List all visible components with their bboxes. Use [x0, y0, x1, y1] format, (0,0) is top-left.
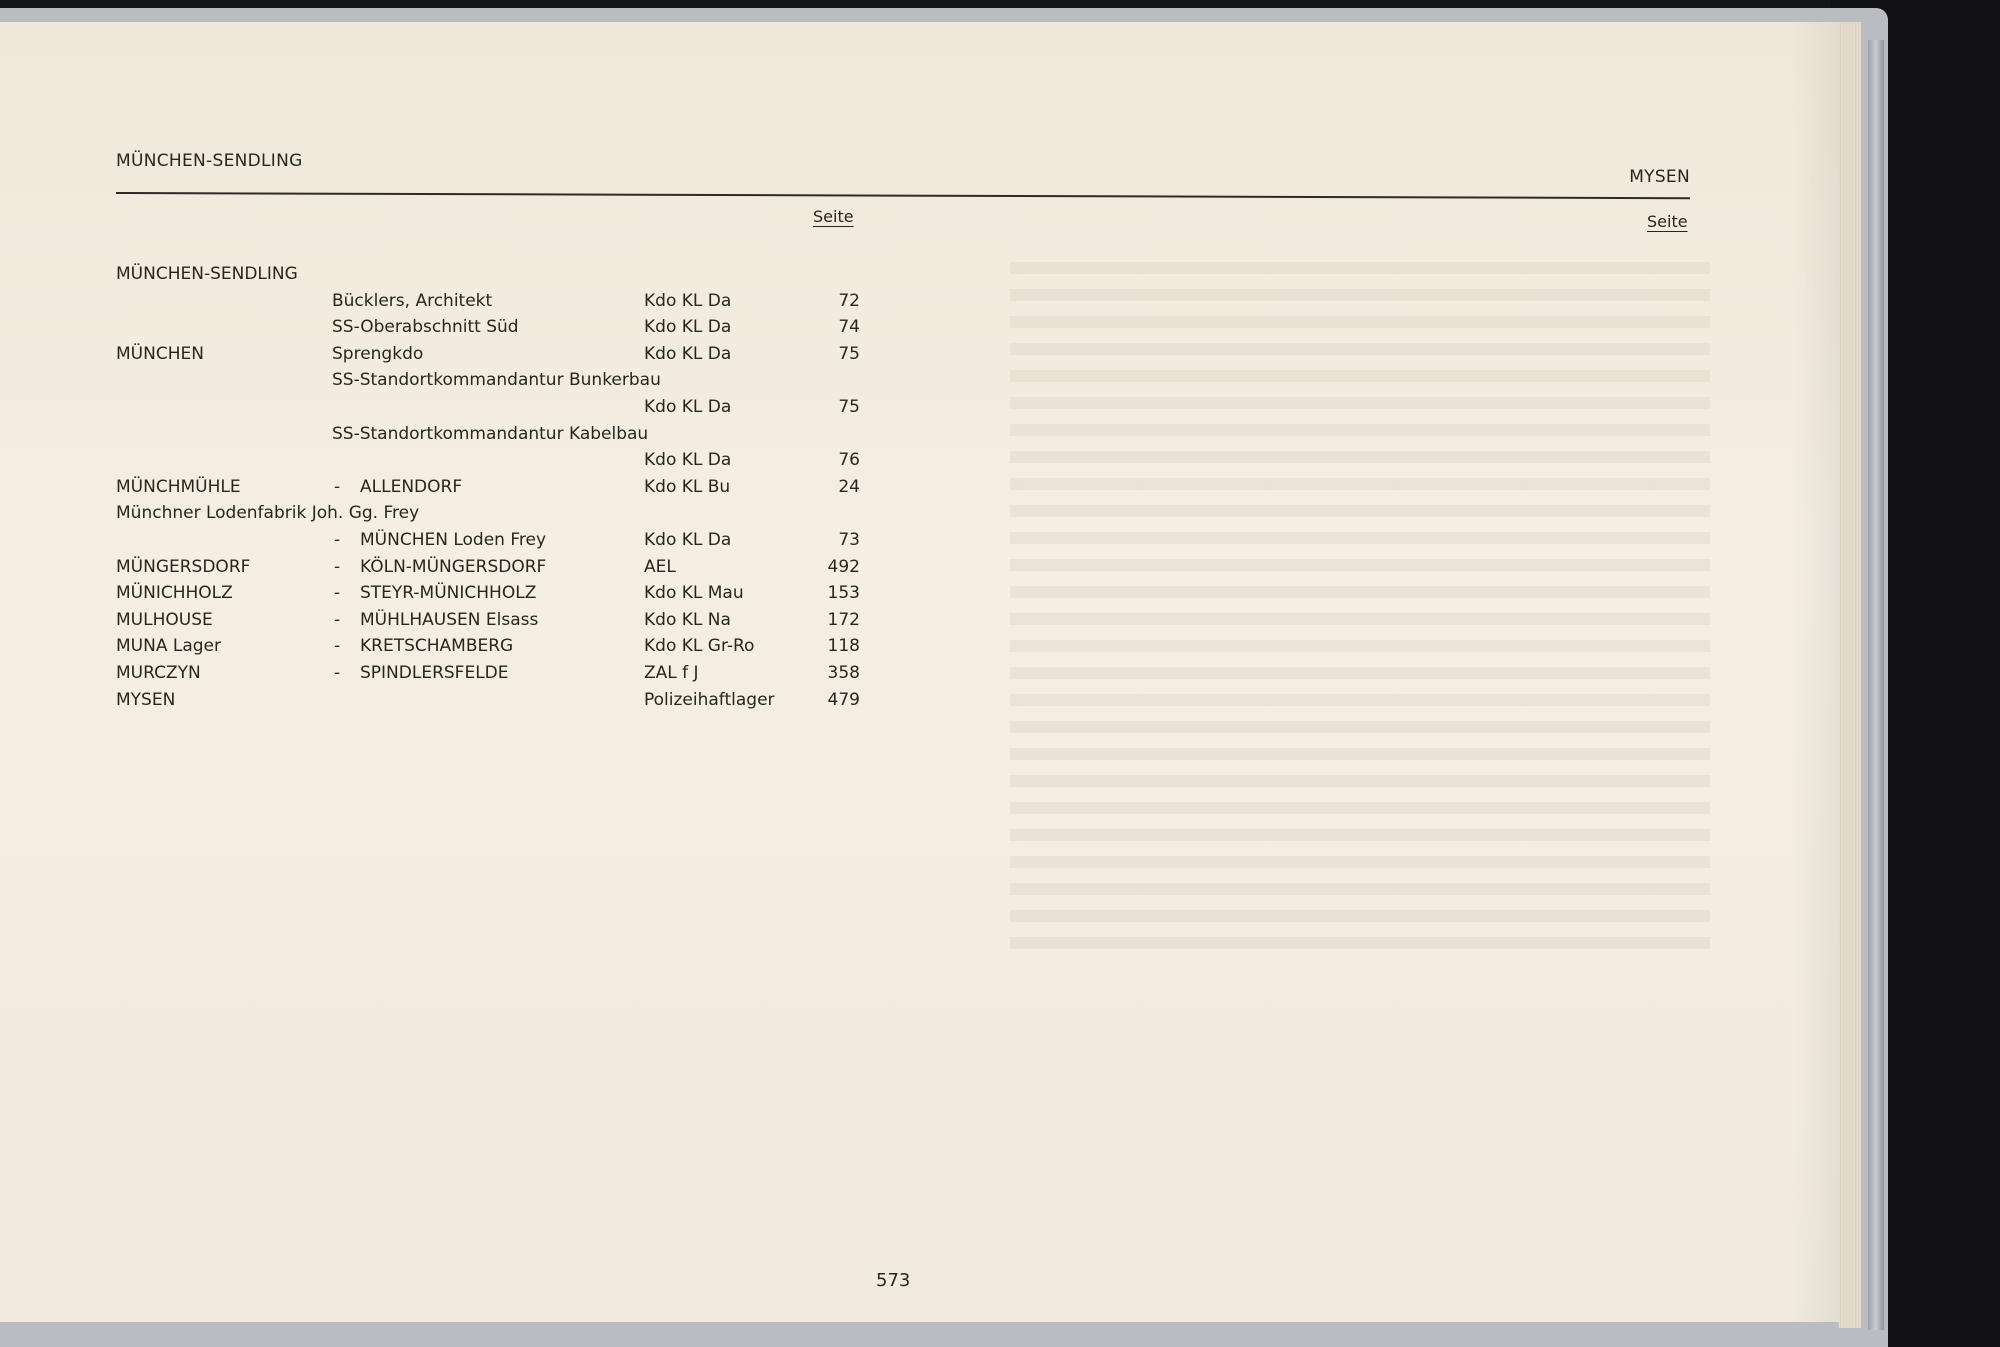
- entry-place: MÜNCHMÜHLE: [116, 477, 241, 497]
- index-entry-row: [0, 397, 900, 423]
- entry-page-number: 73: [838, 530, 860, 550]
- entry-page-number: 492: [827, 557, 860, 577]
- entry-page-number: 74: [838, 317, 860, 337]
- entry-place: MÜNCHEN: [116, 344, 204, 364]
- entry-dash: -: [334, 610, 341, 630]
- entry-target: KRETSCHAMBERG: [360, 636, 514, 656]
- entry-page-number: 153: [827, 583, 860, 603]
- running-header-left: MÜNCHEN-SENDLING: [116, 151, 303, 171]
- entry-page-number: 479: [827, 690, 860, 710]
- seite-column-header-left: Seite: [813, 207, 854, 226]
- entry-unit: Kdo KL Bu: [644, 477, 731, 497]
- entry-place: MURCZYN: [116, 663, 201, 683]
- entry-unit: Kdo KL Da: [644, 530, 732, 550]
- entry-target: MÜHLHAUSEN Elsass: [360, 610, 539, 630]
- entry-unit: Kdo KL Da: [644, 397, 732, 417]
- entry-place: MULHOUSE: [116, 610, 213, 630]
- entry-page-number: 75: [838, 397, 860, 417]
- index-entry-row: [0, 317, 900, 343]
- entry-dash: -: [334, 557, 341, 577]
- entry-place: MÜNICHHOLZ: [116, 583, 233, 603]
- entry-target: Bücklers, Architekt: [332, 291, 493, 311]
- entry-dash: -: [334, 583, 341, 603]
- index-entry-row: [0, 291, 900, 317]
- entry-unit: Kdo KL Gr-Ro: [644, 636, 755, 656]
- entry-place: Münchner Lodenfabrik Joh. Gg. Frey: [116, 503, 420, 523]
- page-edge-shadow: [1790, 22, 1840, 1322]
- entry-unit: Kdo KL Da: [644, 291, 732, 311]
- entry-unit: AEL: [644, 557, 676, 577]
- page-stack-edge: [1838, 22, 1861, 1328]
- entry-unit: Polizeihaftlager: [644, 690, 775, 710]
- entry-place: MUNA Lager: [116, 636, 221, 656]
- entry-target: KÖLN-MÜNGERSDORF: [360, 557, 547, 577]
- entry-page-number: 72: [838, 291, 860, 311]
- entry-target: SS-Standortkommandantur Bunkerbau: [332, 370, 661, 390]
- entry-target: STEYR-MÜNICHHOLZ: [360, 583, 537, 603]
- index-entry-row: [0, 636, 900, 662]
- entry-page-number: 358: [827, 663, 860, 683]
- entry-place: MÜNGERSDORF: [116, 557, 251, 577]
- entry-target: SS-Standortkommandantur Kabelbau: [332, 424, 649, 444]
- index-entry-row: [0, 477, 900, 503]
- index-entry-row: [0, 583, 900, 609]
- entry-dash: -: [334, 636, 341, 656]
- entry-dash: -: [334, 477, 341, 497]
- index-entry-row: [0, 424, 900, 450]
- index-entries: [0, 22, 1840, 1322]
- entry-unit: Kdo KL Da: [644, 317, 732, 337]
- entry-page-number: 118: [827, 636, 860, 656]
- index-entry-row: [0, 503, 900, 529]
- entry-place: MÜNCHEN-SENDLING: [116, 264, 298, 284]
- running-header-right: MYSEN: [1629, 167, 1690, 187]
- index-entry-row: [0, 690, 900, 716]
- entry-target: MÜNCHEN Loden Frey: [360, 530, 547, 550]
- entry-page-number: 24: [838, 477, 860, 497]
- index-entry-row: [0, 264, 900, 290]
- entry-target: SS-Oberabschnitt Süd: [332, 317, 519, 337]
- entry-page-number: 76: [838, 450, 860, 470]
- index-entry-row: [0, 344, 900, 370]
- book-page: [0, 22, 1840, 1322]
- seite-column-header-right: Seite: [1647, 212, 1688, 231]
- entry-dash: -: [334, 663, 341, 683]
- entry-target: ALLENDORF: [360, 477, 463, 497]
- page-number: 573: [876, 1270, 911, 1291]
- entry-unit: Kdo KL Da: [644, 450, 732, 470]
- entry-unit: Kdo KL Na: [644, 610, 731, 630]
- index-entry-row: [0, 370, 900, 396]
- book-cover-edge: [1868, 40, 1884, 1330]
- entry-unit: Kdo KL Mau: [644, 583, 744, 603]
- entry-place: MYSEN: [116, 690, 176, 710]
- entry-target: Sprengkdo: [332, 344, 424, 364]
- entry-unit: Kdo KL Da: [644, 344, 732, 364]
- entry-unit: ZAL f J: [644, 663, 699, 683]
- entry-page-number: 75: [838, 344, 860, 364]
- entry-dash: -: [334, 530, 341, 550]
- index-entry-row: [0, 610, 900, 636]
- index-entry-row: [0, 530, 900, 556]
- index-entry-row: [0, 557, 900, 583]
- index-entry-row: [0, 450, 900, 476]
- entry-target: SPINDLERSFELDE: [360, 663, 509, 683]
- entry-page-number: 172: [827, 610, 860, 630]
- index-entry-row: [0, 663, 900, 689]
